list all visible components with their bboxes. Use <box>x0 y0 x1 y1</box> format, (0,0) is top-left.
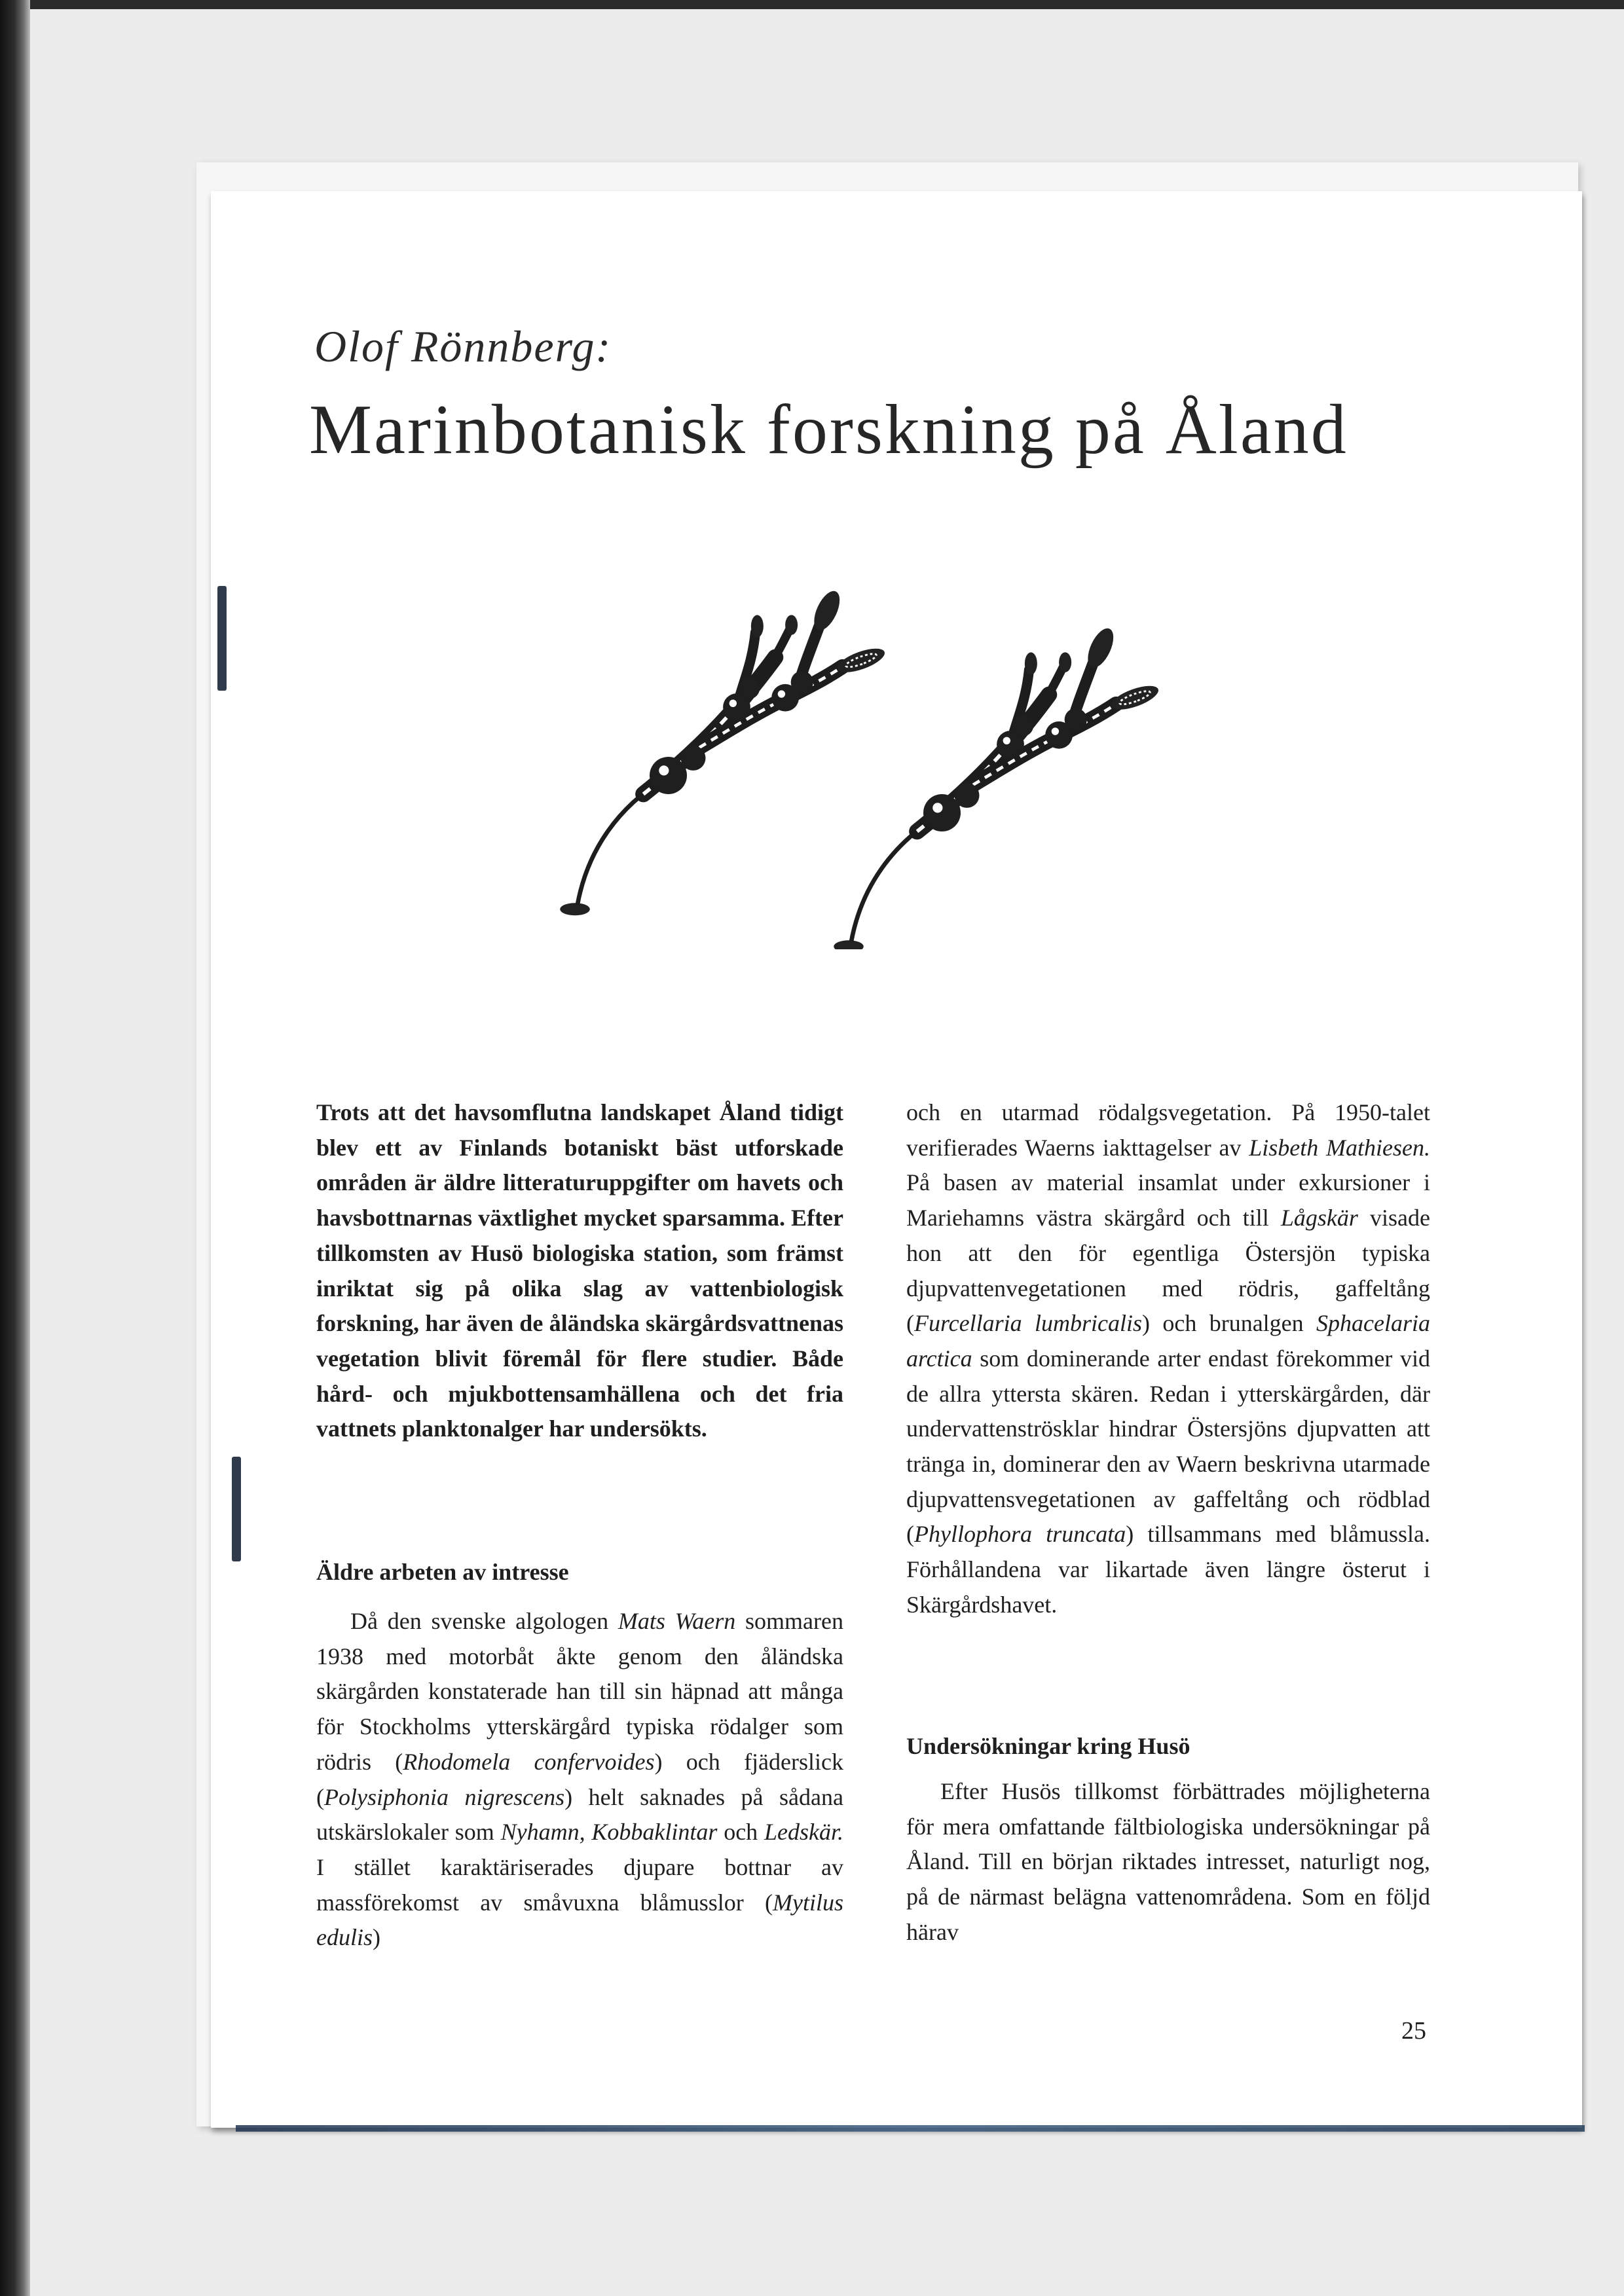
section-text: Efter Husös tillkomst förbättrades möjligheterna för mera omfattande fältbiologiska undersökningar på Åland. Till en början riktades intresset, naturligt nog, på de närmast belägna vattenområdena. Som en följd härav <box>906 1778 1430 1945</box>
staple-bottom <box>232 1457 241 1561</box>
section-text: Då den svenske algologen Mats Waern sommaren 1938 med motorbåt åkte genom den åländska skärgården konstaterade han till sin häpnad att många för Stockholms ytterskärgård typiska rödalger som rödris (Rhodomela confervoides) och fjäderslick (Polysiphonia nigrescens) helt saknades på sådana utskärslokaler som Nyhamn, Kobbaklintar och Ledskär. I stället karaktäriserades djupare bottnar av massförekomst av småvuxna blåmusslor (Mytilus edulis) <box>316 1608 844 1951</box>
scan-top-edge <box>0 0 1624 9</box>
page-number: 25 <box>1401 2017 1426 2045</box>
section-heading: Undersökningar kring Husö <box>906 1733 1190 1759</box>
column-text: och en utarmad rödalgsvegetation. På 1950-talet verifierades Waerns iakttagelser av Lisbeth Mathiesen. På basen av material insamlat under exkursioner i Mariehamns västra skärgård och till Lågskär visade hon att den för egentliga Östersjön typiska djupvattenvegetationen med rödris, gaffeltång (Furcellaria lumbricalis) och brunalgen Sphacelaria arctica som dominerande arter endast förekommer vid de allra yttersta skären. Redan i ytterskärgården, där undervattenströsklar hindrar Östersjöns djupvatten att tränga in, dominerar den av Waern beskrivna utarmade djupvattensvegetationen av gaffeltång och rödblad (Phyllophora truncata) tillsammans med blåmussla. Förhållandena var likartade även längre österut i Skärgårdshavet. <box>906 1099 1431 1618</box>
lead-paragraph: Trots att det havsomflutna landskapet Åland tidigt blev ett av Finlands botaniskt bäst utforskade områden är äldre litteraturuppgifter om havets och havsbottnarnas växtlighet mycket sparsamma. Efter tillkomsten av Husö biologiska station, som främst inriktat sig på olika slag av vattenbiologisk forskning, har även de åländska skärgårdsvattnenas vegetation blivit föremål för flere studier. Både hård- och mjukbottensamhällena och det fria vattnets planktonalger har undersökts. <box>316 1099 843 1442</box>
seaweed-icon <box>550 583 1192 949</box>
page-bottom-edge <box>236 2125 1585 2132</box>
author: Olof Rönnberg: <box>314 321 612 371</box>
page-title: Marinbotanisk forskning på Åland <box>309 391 1348 469</box>
section-heading: Äldre arbeten av intresse <box>316 1559 569 1585</box>
staple-top <box>217 586 227 691</box>
scan-left-edge <box>0 0 30 2296</box>
